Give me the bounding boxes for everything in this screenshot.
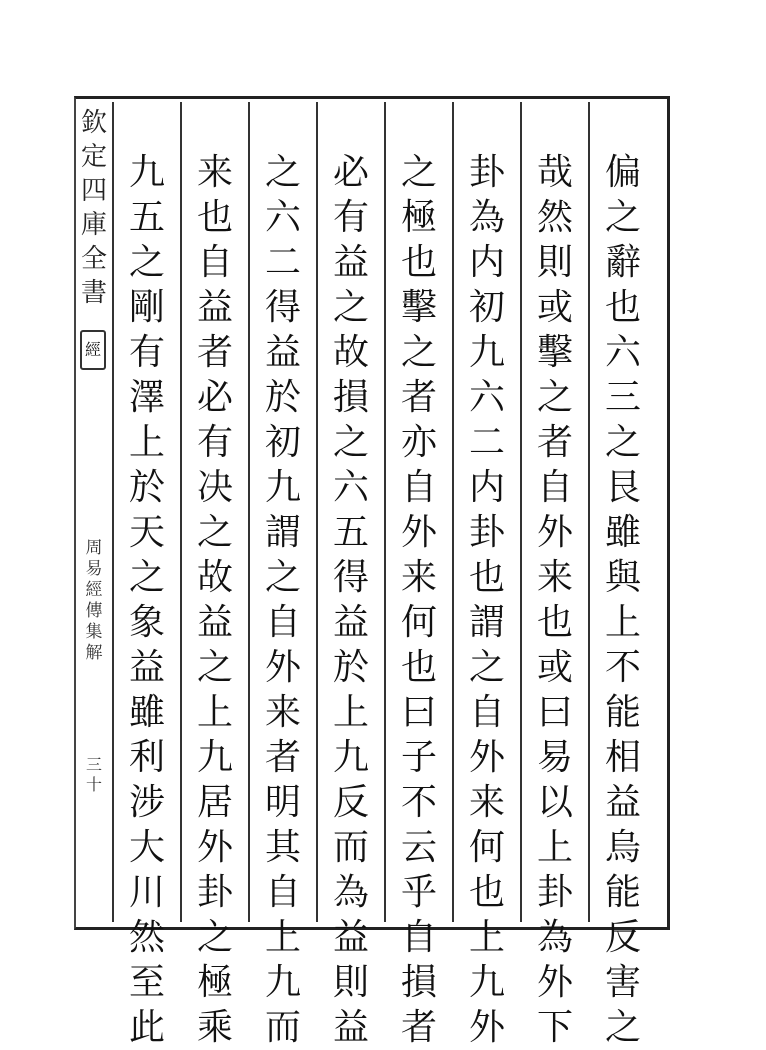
page-number: 三十 bbox=[85, 755, 102, 794]
text-column-7: 来 也 自 益 者 必 有 决 之 故 益 之 上 九 居 外 卦 之 極 乘 bbox=[196, 152, 233, 1048]
column-divider bbox=[520, 102, 522, 922]
column-divider bbox=[112, 102, 114, 922]
text-column-2: 哉 然 則 或 擊 之 者 自 外 来 也 或 曰 易 以 上 卦 為 外 下 bbox=[536, 152, 573, 1048]
column-divider bbox=[316, 102, 318, 922]
text-column-5: 必 有 益 之 故 損 之 六 五 得 益 於 上 九 反 而 為 益 則 益 bbox=[332, 152, 369, 1048]
margin-column bbox=[76, 100, 112, 926]
book-subtitle: 周 易 經 傳 集 解 bbox=[85, 538, 103, 663]
text-column-3: 卦 為 内 初 九 六 二 内 卦 也 謂 之 自 外 来 何 也 上 九 外 bbox=[468, 152, 505, 1048]
column-divider bbox=[180, 102, 182, 922]
column-divider bbox=[384, 102, 386, 922]
book-title: 欽 定 四 庫 全 書 bbox=[80, 108, 107, 308]
text-column-8: 九 五 之 剛 有 澤 上 於 天 之 象 益 雖 利 涉 大 川 然 至 此 bbox=[128, 152, 165, 1048]
section-mark: 經 bbox=[80, 330, 106, 370]
text-column-4: 之 極 也 擊 之 者 亦 自 外 来 何 也 曰 子 不 云 乎 自 損 者 bbox=[400, 152, 437, 1048]
text-column-6: 之 六 二 得 益 於 初 九 謂 之 自 外 来 者 明 其 自 上 九 而 bbox=[264, 152, 301, 1048]
text-column-1: 偏 之 辭 也 六 三 之 艮 雖 與 上 不 能 相 益 烏 能 反 害 之 bbox=[604, 152, 641, 1048]
column-divider bbox=[452, 102, 454, 922]
column-divider bbox=[248, 102, 250, 922]
column-divider bbox=[588, 102, 590, 922]
